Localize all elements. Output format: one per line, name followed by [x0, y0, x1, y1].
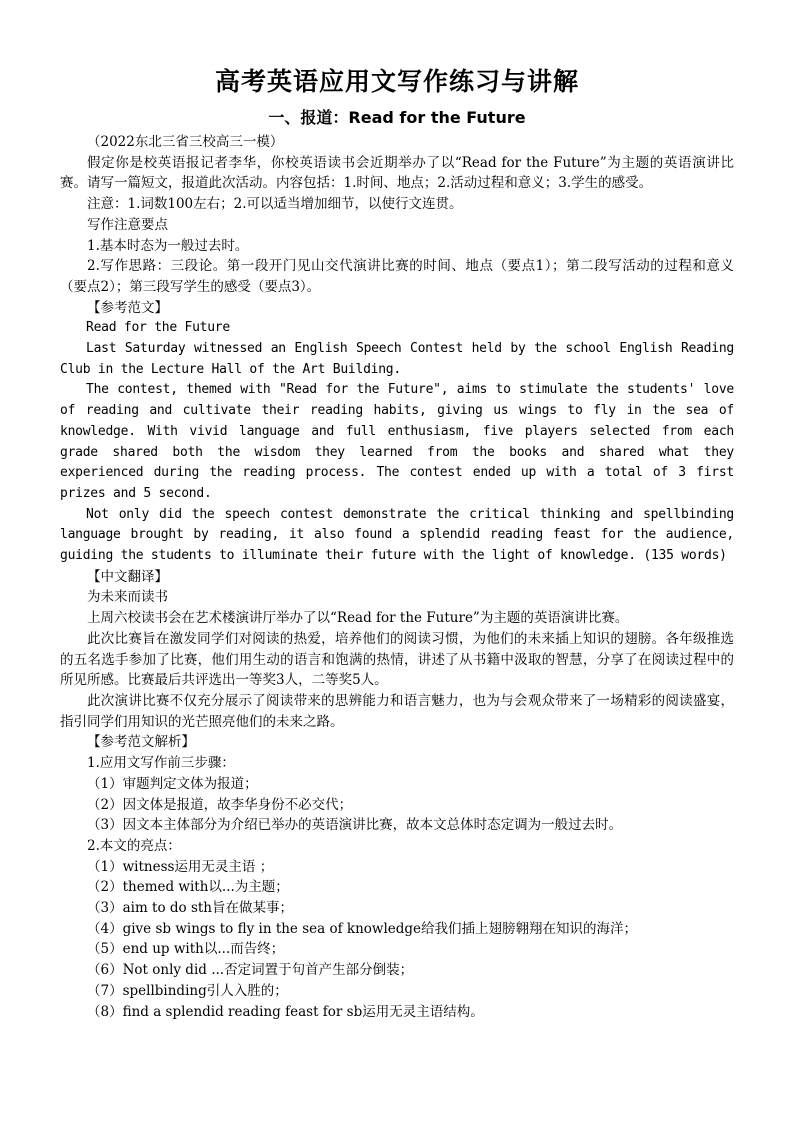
- sample-paragraph-2: The contest, themed with "Read for the Future", aims to stimulate the students' love of reading and cultivate their reading habits, giving us wings to fly in the sea of knowledge. With vivid language and full enthusiasm, five players selected from each grade shared both the wisdom they learned from the books and shared what they experienced during the reading process. The contest ended up with a total of 3 first prizes and 5 second.: [60, 382, 734, 501]
- analysis-2-item: （4）give sb wings to fly in the sea of knowledge给我们插上翅膀翱翔在知识的海洋；: [87, 920, 638, 937]
- sample-paragraph-3: Not only did the speech contest demonstrate the critical thinking and spellbinding language brought by reading, it also found a splendid reading feast for the audience, guiding the students to illuminate their future with the light of knowledge. (135 words): [60, 506, 734, 564]
- document-page: [60, 62, 734, 1022]
- sample-paragraph-1: Last Saturday witnessed an English Speech Contest held by the school English Reading Club in the Lecture Hall of the Art Building.: [60, 341, 734, 377]
- analysis-2-item: （1）witness运用无灵主语 ；: [87, 858, 274, 875]
- sample-title: Read for the Future: [86, 320, 230, 336]
- translation-paragraph-3: 此次演讲比赛不仅充分展示了阅读带来的思辨能力和语言魅力，也为与会观众带来了一场精彩的阅读盛宴，指引同学们用知识的光芒照亮他们的未来之路。: [60, 692, 734, 730]
- translation-paragraph-2: 此次比赛旨在激发同学们对阅读的热爱，培养他们的阅读习惯，为他们的未来插上知识的翅膀。各年级推选的五名选手参加了比赛，他们用生动的语言和饱满的热情，讲述了从书籍中汲取的智慧，分享了在阅读过程中的所见所感。比赛最后共评选出一等奖3人，二等奖5人。: [60, 630, 734, 689]
- analysis-2-item: （2）themed with以...为主题；: [87, 879, 289, 896]
- analysis-1-item: （2）因文体是报道，故李华身份不必交代；: [87, 796, 353, 813]
- analysis-2-heading: 2.本文的亮点：: [87, 837, 181, 854]
- analysis-1-item: （1）审题判定文体为报道；: [87, 775, 258, 792]
- analysis-2-item: （5）end up with以...而告终；: [87, 941, 285, 958]
- task-note: 注意：1.词数100左右；2.可以适当增加细节，以使行文连贯。: [87, 196, 463, 213]
- analysis-1-heading: 1.应用文写作前三步骤：: [87, 755, 235, 772]
- analysis-2-item: （8）find a splendid reading feast for sb运用无灵主语结构。: [87, 1003, 484, 1020]
- key-points-heading: 写作注意要点: [87, 216, 168, 233]
- section-heading: 一、报道：Read for the Future: [268, 108, 526, 127]
- document-title: 高考英语应用文写作练习与讲解: [214, 67, 579, 96]
- analysis-2-item: （7）spellbinding引人入胜的；: [87, 982, 288, 999]
- translation-title: 为未来而读书: [87, 589, 168, 606]
- analysis-2-item: （6）Not only did ...否定词置于句首产生部分倒装；: [87, 962, 414, 979]
- analysis-heading: 【参考范文解析】: [87, 734, 195, 751]
- analysis-1-item: （3）因文本主体部分为介绍已举办的英语演讲比赛，故本文总体时态定调为一般过去时。: [87, 817, 623, 834]
- analysis-2-item: （3）aim to do sth旨在做某事；: [87, 900, 293, 917]
- task-description: 假定你是校英语报记者李华，你校英语读书会近期举办了以“Read for the Future”为主题的英语演讲比赛。请写一篇短文，报道此次活动。内容包括：1.时间、地点；2.活动过程和意义；3.学生的感受。: [60, 154, 734, 192]
- translation-paragraph-1: 上周六校读书会在艺术楼演讲厅举办了以“Read for the Future”为主题的英语演讲比赛。: [87, 610, 629, 627]
- translation-heading: 【中文翻译】: [87, 568, 168, 585]
- sample-heading: 【参考范文】: [87, 299, 168, 316]
- key-point-1: 1.基本时态为一般过去时。: [87, 237, 249, 254]
- source-note: （2022东北三省三校高三一模）: [87, 134, 284, 150]
- key-point-2: 2.写作思路：三段论。第一段开门见山交代演讲比赛的时间、地点（要点1）；第二段写活动的过程和意义（要点2）；第三段写学生的感受（要点3）。: [60, 258, 734, 295]
